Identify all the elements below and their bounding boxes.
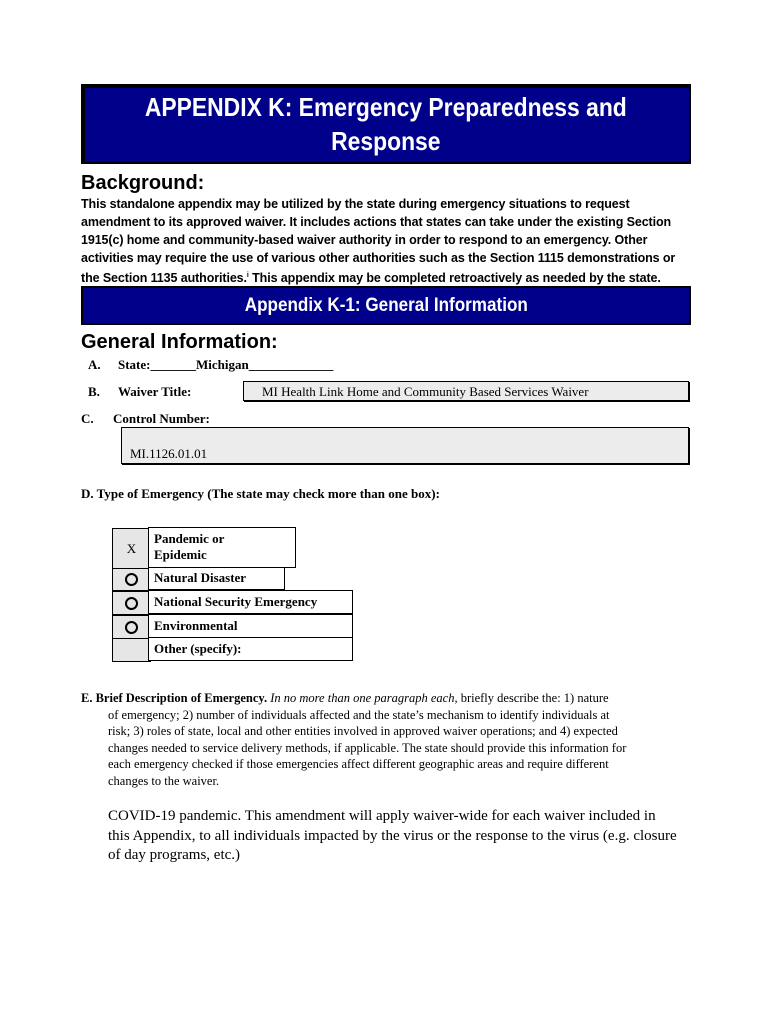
- general-info-heading: General Information:: [81, 331, 278, 353]
- radio-circle-icon: [125, 621, 138, 634]
- footnote-mark[interactable]: i: [246, 272, 249, 279]
- background-line: amendment to its approved waiver. It includes actions that states can take under the existing Section: [81, 215, 672, 229]
- control-number-value: MI.1126.01.01: [130, 446, 208, 461]
- k1-section-title: Appendix K-1: General Information: [244, 294, 528, 316]
- emergency-description-response[interactable]: COVID-19 pandemic. This amendment will apply waiver-wide for each waiver included in this Appendix, to all individuals impacted by the virus or the response to the virus (e.g. closure of day programs, etc.): [108, 808, 677, 863]
- waiver-title-field[interactable]: [243, 381, 689, 401]
- background-line: activities may require the use of various other authorities such as the Section 1115 demonstrations or: [81, 251, 676, 265]
- checkbox-natural-disaster[interactable]: [112, 568, 151, 591]
- item-b-letter: B.: [88, 384, 100, 399]
- background-heading: Background:: [81, 172, 205, 194]
- background-paragraph: [81, 195, 691, 287]
- control-number-label: Control Number:: [113, 411, 210, 426]
- control-number-field[interactable]: [121, 427, 689, 464]
- checkbox-other[interactable]: [112, 638, 151, 662]
- checkbox-pandemic[interactable]: [112, 528, 151, 569]
- waiver-title-label: Waiver Title:: [118, 384, 192, 399]
- radio-circle-icon: [125, 573, 138, 586]
- appendix-title-line2: Response: [331, 126, 441, 156]
- check-mark: X: [126, 540, 137, 556]
- background-line: This standalone appendix may be utilized by the state during emergency situations to request: [81, 197, 630, 211]
- k1-section-banner: [81, 286, 691, 325]
- radio-circle-icon: [125, 597, 138, 610]
- appendix-title-banner: [81, 84, 691, 164]
- option-pandemic: Pandemic or Epidemic: [148, 527, 296, 568]
- item-a-letter: A.: [88, 357, 101, 372]
- background-line-last: the Section 1135 authorities.$^i$ This appendix may be completed retroactively as needed by the state.: [81, 271, 661, 286]
- emergency-type-heading: D. Type of Emergency (The state may check more than one box):: [81, 486, 440, 501]
- option-national-security: National Security Emergency: [148, 590, 353, 614]
- waiver-title-value: MI Health Link Home and Community Based Services Waiver: [262, 384, 589, 399]
- state-field: State:_______Michigan_____________: [118, 357, 334, 372]
- option-natural-disaster: Natural Disaster: [148, 567, 285, 590]
- background-line: 1915(c) home and community-based waiver authority in order to respond to an emergency. Other: [81, 233, 648, 247]
- appendix-title-line1: APPENDIX K: Emergency Preparedness and: [145, 92, 627, 122]
- option-other: Other (specify):: [148, 637, 353, 661]
- checkbox-national-security[interactable]: [112, 591, 151, 615]
- brief-description-first-line: E. Brief Description of Emergency. In no more than one paragraph each, briefly describe the: 1) nature: [81, 691, 609, 705]
- checkbox-environmental[interactable]: [112, 615, 151, 639]
- item-c-letter: C.: [81, 411, 94, 426]
- brief-description-instructions: E. Brief Description of Emergency. In no more than one paragraph each, briefly describe the: 1) nature of emergency; 2) number of individuals affected and the state’s mechanism to identify individuals at risk; 3) roles of state, local and other entities involved in approved waiver operations; and 4) expected changes needed to service delivery methods, if applicable. The state should provide this information for each emergency checked if those emergencies affect different geographic areas and require different changes to the waiver.: [81, 690, 691, 789]
- option-environmental: Environmental: [148, 614, 353, 638]
